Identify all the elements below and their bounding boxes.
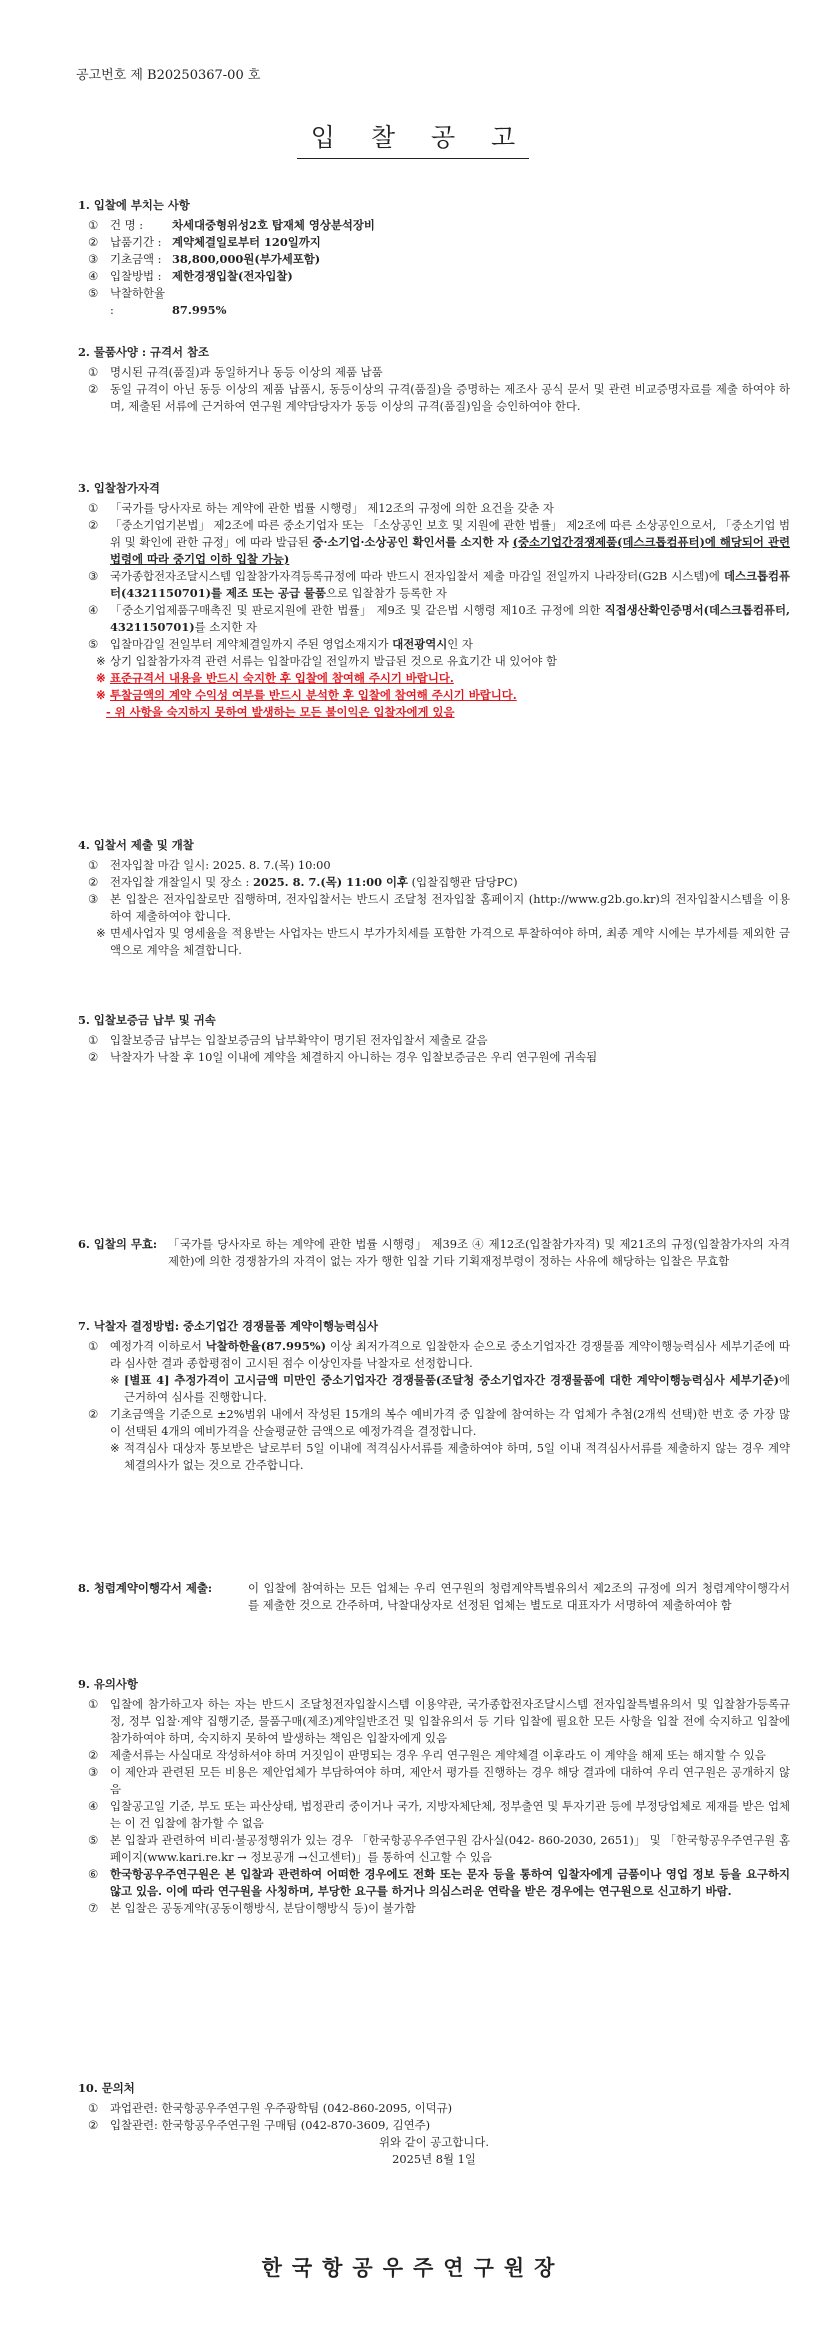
note: ※ 면세사업자 및 영세율을 적용받는 사업자는 반드시 부가가치세를 포함한 가격으로 투찰하여야 하며, 최종 계약 시에는 부가세를 제외한 금액으로 계약을 체결합니다. (96, 926, 790, 957)
section-award (78, 1318, 790, 1474)
section-title: 3. 입찰참가자격 (78, 481, 160, 495)
section-title: 7. 낙찰자 결정방법: 중소기업간 경쟁물품 계약이행능력심사 (78, 1319, 379, 1333)
list-item: ② 기초금액을 기준으로 ±2%범위 내에서 작성된 15개의 복수 예비가격 중 입찰에 참여하는 각 업체가 추첨(2개씩 선택)한 번호 중 가장 많이 선택된 4개의 예비가격을 산술평균한 금액으로 예정가격을 결정합니다. (88, 1407, 790, 1438)
section-bid-subject (78, 197, 790, 319)
section-invalidity (78, 1236, 790, 1270)
list-item: ① 건 명 : 차세대중형위성2호 탑재체 영상분석장비 (88, 218, 375, 232)
warning-note: ※ 표준규격서 내용을 반드시 숙지한 후 입찰에 참여해 주시기 바랍니다. (96, 671, 454, 685)
list-item: ③ 본 입찰은 전자입찰로만 집행하며, 전자입찰서는 반드시 조달청 전자입찰 홈페이지 (http://www.g2b.go.kr)의 전자입찰시스템을 이용하여 제출하여야 합니다. (88, 892, 790, 923)
notice-date: 2025년 8월 1일 (392, 2152, 476, 2166)
list-item: ④ 입찰방법 : 제한경쟁입찰(전자입찰) (88, 269, 293, 283)
list-item: ① 「국가를 당사자로 하는 계약에 관한 법률 시행령」 제12조의 규정에 의한 요건을 갖춘 자 (88, 501, 554, 515)
issuer-signature: 한국항공우주연구원장 (261, 2255, 565, 2280)
title-area (0, 118, 826, 159)
list-item: ④ 「중소기업제품구매촉진 및 판로지원에 관한 법률」 제9조 및 같은법 시행령 제10조 규정에 의한 직접생산확인증명서(데스크톱컴퓨터, 4321150701)를 소지한 자 (88, 603, 790, 634)
section-submission (78, 837, 790, 959)
closing-text: 위와 같이 공고합니다. (379, 2135, 489, 2149)
section-title: 1. 입찰에 부치는 사항 (78, 198, 190, 212)
list-item: ① 과업관련: 한국항공우주연구원 우주광학팀 (042-860-2095, 이덕규) (88, 2101, 453, 2115)
list-item: ② 제출서류는 사실대로 작성하셔야 하며 거짓임이 판명되는 경우 우리 연구원은 계약체결 이후라도 이 계약을 해제 또는 해지할 수 있음 (88, 1748, 766, 1762)
list-item: ③ 기초금액 : 38,800,000원(부가세포함) (88, 252, 321, 266)
note: ※ 적격심사 대상자 통보받은 날로부터 5일 이내에 적격심사서류를 제출하여야 하며, 5일 이내 적격심사서류를 제출하지 않는 경우 계약체결의사가 없는 것으로 간주합니다. (110, 1441, 790, 1472)
list-item: ① 입찰에 참가하고자 하는 자는 반드시 조달청전자입찰시스템 이용약관, 국가종합전자조달시스템 전자입찰특별유의서 및 입찰참가등록규정, 정부 입찰·계약 집행기준, 물품구매(제조)계약일반조건 및 입찰유의서 등 기타 입찰에 필요한 모든 사항을 입찰 전에 숙지하고 입찰에 참가하여야 하며, 숙지하지 못하여 발생하는 책임은 입찰자에게 있음 (88, 1697, 790, 1745)
section-spec (78, 344, 790, 415)
section-deposit (78, 1012, 790, 1066)
list-item: ① 명시된 규격(품질)과 동일하거나 동등 이상의 제품 납품 (88, 365, 383, 379)
list-item: ② 전자입찰 개찰일시 및 장소 : 2025. 8. 7.(목) 11:00 이후 (입찰집행관 담당PC) (88, 875, 518, 889)
list-item: ② 입찰관련: 한국항공우주연구원 구매팀 (042-870-3609, 김연주) (88, 2118, 431, 2132)
section-integrity (78, 1580, 790, 1614)
page-title: 입 찰 공 고 (297, 118, 529, 159)
list-item: 6. 입찰의 무효: 「국가를 당사자로 하는 계약에 관한 법률 시행령」 제39조 ④ 제12조(입찰참가자격) 및 제21조의 규정(입찰참가자의 자격제한)에 의한 경쟁참가의 자격이 없는 자가 행한 입찰 기타 기획재정부령이 정하는 사유에 해당하는 입찰은 무효함 (78, 1237, 790, 1268)
list-item: ① 입찰보증금 납부는 입찰보증금의 납부확약이 명기된 전자입찰서 제출로 갈음 (88, 1033, 488, 1047)
list-item: ① 전자입찰 마감 일시: 2025. 8. 7.(목) 10:00 (88, 858, 331, 872)
list-item: ⑤ 본 입찰과 관련하여 비리·불공정행위가 있는 경우 「한국항공우주연구원 감사실(042- 860-2030, 2651)」 및 「한국항공우주연구원 홈페이지(www.kari.re.kr → 정보공개 →신고센터)」를 통하여 신고할 수 있음 (88, 1833, 790, 1864)
note: ※ 상기 입찰참가자격 관련 서류는 입찰마감일 전일까지 발급된 것으로 유효기간 내 있어야 함 (96, 654, 557, 668)
section-title: 10. 문의처 (78, 2081, 135, 2095)
section-qualification (78, 480, 790, 721)
notice-number: 공고번호 제 B20250367-00 호 (76, 68, 261, 83)
list-item: ② 납품기간 : 계약체결일로부터 120일까지 (88, 235, 321, 249)
list-item: 8. 청렴계약이행각서 제출: 이 입찰에 참여하는 모든 업체는 우리 연구원의 청렴계약특별유의서 제2조의 규정에 의거 청렴계약이행각서를 제출한 것으로 간주하며, 낙찰대상자로 선정된 업체는 별도로 대표자가 서명하여 제출하여야 함 (78, 1581, 790, 1612)
list-item: ④ 입찰공고일 기준, 부도 또는 파산상태, 법정관리 중이거나 국가, 지방자체단체, 정부출연 및 투자기관 등에 부정당업체로 제재를 받은 업체는 이 건 입찰에 참가할 수 없음 (88, 1799, 790, 1830)
section-title: 5. 입찰보증금 납부 및 귀속 (78, 1013, 216, 1027)
list-item: ① 예정가격 이하로서 낙찰하한율(87.995%) 이상 최저가격으로 입찰한자 순으로 중소기업자간 경쟁물품 계약이행능력심사 세부기준에 따라 심사한 결과 종합평점이 고시된 점수 이상인자를 낙찰자로 선정합니다. (88, 1339, 790, 1370)
list-item: ⑤ 낙찰하한율 : 87.995% (88, 286, 227, 317)
list-item: ⑥ 한국항공우주연구원은 본 입찰과 관련하여 어떠한 경우에도 전화 또는 문자 등을 통하여 입찰자에게 금품이나 영업 정보 등을 요구하지 않고 있음. 이에 따라 연구원을 사칭하며, 부당한 요구를 하거나 의심스러운 연락을 받은 경우에는 연구원으로 신고하기 바람. (88, 1867, 790, 1898)
section-cautions (78, 1676, 790, 1917)
list-item: ⑦ 본 입찰은 공동계약(공동이행방식, 분담이행방식 등)이 불가함 (88, 1901, 416, 1915)
warning-note: ※ 투찰금액의 계약 수익성 여부를 반드시 분석한 후 입찰에 참여해 주시기 바랍니다. (96, 688, 517, 702)
list-item: ⑤ 입찰마감일 전일부터 계약체결일까지 주된 영업소재지가 대전광역시인 자 (88, 637, 473, 651)
list-item: ③ 이 제안과 관련된 모든 비용은 제안업체가 부담하여야 하며, 제안서 평가를 진행하는 경우 해당 결과에 대하여 우리 연구원은 공개하지 않음 (88, 1765, 790, 1796)
list-item: ③ 국가종합전자조달시스템 입찰참가자격등록규정에 따라 반드시 전자입찰서 제출 마감일 전일까지 나라장터(G2B 시스템)에 데스크톱컴퓨터(4321150701)를 제조 또는 공급 물품으로 입찰참가 등록한 자 (88, 569, 790, 600)
list-item: ② 낙찰자가 낙찰 후 10일 이내에 계약을 체결하지 아니하는 경우 입찰보증금은 우리 연구원에 귀속됨 (88, 1050, 598, 1064)
list-item: ② 「중소기업기본법」 제2조에 따른 중소기업자 또는 「소상공인 보호 및 지원에 관한 법률」 제2조에 따른 소상공인으로서, 「중소기업 범위 및 확인에 관한 규정」에 따라 발급된 중·소기업·소상공인 확인서를 소지한 자 (중소기업간경쟁제품(데스크톱컴퓨터)에 해당되어 관련 법령에 따라 중기업 이하 입찰 가능) (88, 518, 790, 566)
section-title: 2. 물품사양 : 규격서 참조 (78, 345, 209, 359)
section-title: 4. 입찰서 제출 및 개찰 (78, 838, 194, 852)
section-contact (78, 2080, 790, 2168)
warning-note: - 위 사항을 숙지하지 못하여 발생하는 모든 불이익은 입찰자에게 있음 (106, 705, 455, 719)
note: ※ [별표 4] 추정가격이 고시금액 미만인 중소기업자간 경쟁물품(조달청 중소기업자간 경쟁물품에 대한 계약이행능력심사 세부기준)에 근거하여 심사를 진행합니다. (110, 1373, 790, 1404)
list-item: ② 동일 규격이 아닌 동등 이상의 제품 납품시, 동등이상의 규격(품질)을 증명하는 제조사 공식 문서 및 관련 비교증명자료를 제출 하여야 하며, 제출된 서류에 근거하여 연구원 계약담당자가 동등 이상의 규격(품질)임을 승인하여야 한다. (88, 382, 790, 413)
section-title: 9. 유의사항 (78, 1677, 138, 1691)
